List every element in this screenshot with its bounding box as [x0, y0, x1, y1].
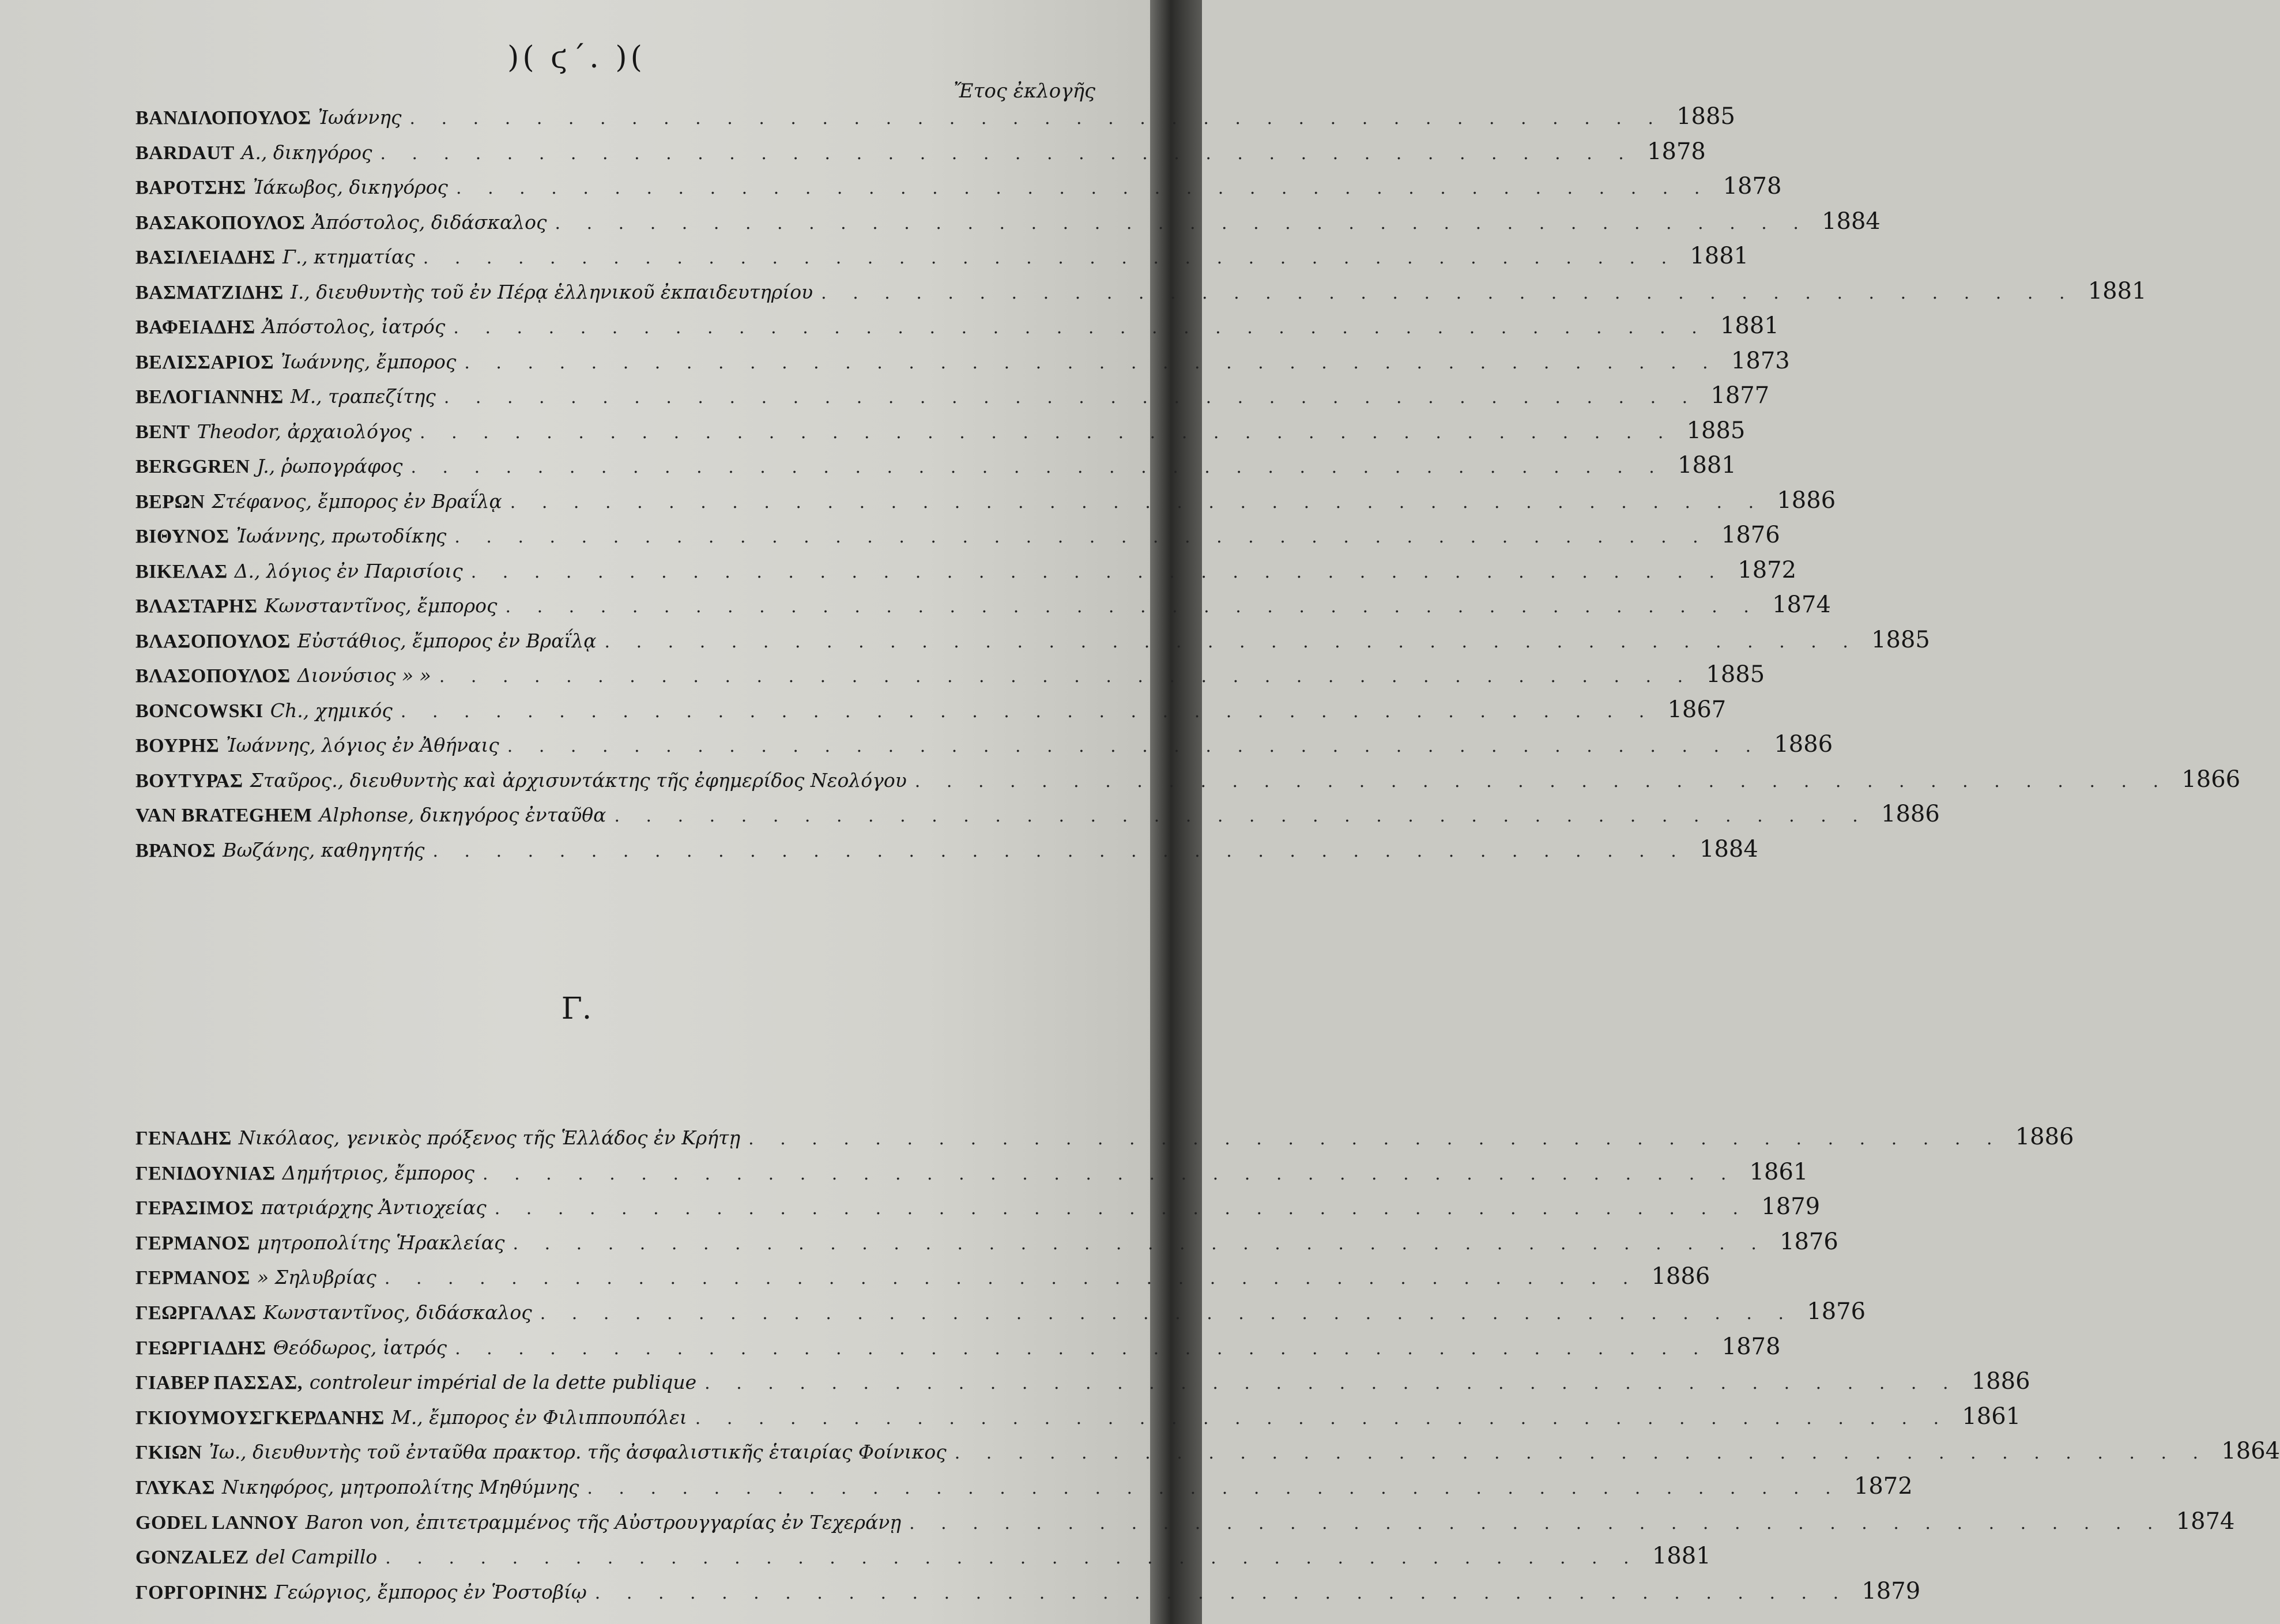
- election-year: 1872: [1738, 556, 1797, 583]
- member-surname: ΒΛΑΣΟΠΟΥΛΟΣ: [135, 665, 291, 687]
- dot-leader: . . . . . . . . . . . . . . . . . . . . . . . . . . . . . . . . . . . . . . . .: [483, 1163, 1737, 1184]
- member-description: Δημήτριος, ἔμπορος: [282, 1161, 475, 1184]
- member-description: μητροπολίτης Ἡρακλείας: [257, 1231, 505, 1254]
- member-description: Διονύσιος » »: [297, 664, 431, 687]
- list-item: [135, 553, 1797, 588]
- dot-leader: . . . . . . . . . . . . . . . . . . . . . . . . . . . . . . . . . . . . . . . .: [614, 806, 1868, 826]
- list-item: [135, 692, 1727, 728]
- election-year: 1873: [1731, 347, 1790, 374]
- list-item: [135, 1574, 1921, 1609]
- member-surname: BERGGREN: [135, 456, 250, 477]
- list-item: [135, 378, 1770, 413]
- list-item: [135, 762, 2241, 797]
- member-description: Baron von, ἐπιτετραμμένος τῆς Αὐστρουγγαρίας ἐν Τεχεράνῃ: [305, 1510, 902, 1533]
- list-item: [135, 1469, 1913, 1504]
- member-list-gamma: [135, 1120, 2280, 1608]
- member-description: J., ῥωπογράφος: [257, 455, 403, 477]
- member-surname: ΒΑΣΜΑΤΖΙΔΗΣ: [135, 281, 284, 303]
- election-year: 1881: [1678, 452, 1736, 478]
- dot-leader: . . . . . . . . . . . . . . . . . . . . . . . . . . . . . . . . . . . . . . . .: [443, 387, 1698, 408]
- member-surname: ΒΛΑΣΟΠΟΥΛΟΣ: [135, 630, 291, 652]
- member-description: del Campillo: [255, 1546, 378, 1569]
- member-surname: BONCOWSKI: [135, 700, 263, 722]
- list-item: [135, 1294, 1866, 1329]
- member-description: Σταῦρος., διευθυντὴς καὶ ἀρχισυντάκτης τῆς ἐφημερίδος Νεολόγου: [250, 768, 907, 792]
- member-surname: ΒΟΥΡΗΣ: [135, 735, 220, 756]
- dot-leader: . . . . . . . . . . . . . . . . . . . . . . . . . . . . . . . . . . . . . . . .: [909, 1513, 2164, 1533]
- list-item: [135, 344, 1790, 379]
- election-year: 1874: [1772, 591, 1831, 618]
- list-item: [135, 1399, 2021, 1434]
- member-surname: ΓΚΙΟΥΜΟΥΣΓΚΕΡΔΑΝΗΣ: [135, 1407, 385, 1429]
- member-surname: ΒΡΑΝΟΣ: [135, 839, 216, 861]
- list-item: [135, 1434, 2280, 1469]
- list-item: [135, 239, 1749, 274]
- dot-leader: . . . . . . . . . . . . . . . . . . . . . . . . . . . . . . . . . . . . . . . .: [914, 771, 2169, 792]
- member-description: Ἀπόστολος, διδάσκαλος: [312, 210, 547, 233]
- election-year: 1861: [1749, 1158, 1808, 1185]
- member-description: Νικόλαος, γενικὸς πρόξενος τῆς Ἑλλάδος ἐν Κρήτῃ: [238, 1126, 741, 1149]
- dot-leader: . . . . . . . . . . . . . . . . . . . . . . . . . . . . . . . . . . . . . . . .: [512, 1233, 1767, 1254]
- election-year: 1886: [2015, 1124, 2074, 1150]
- member-description: Ἰάκωβος, δικηγόρος: [253, 176, 449, 198]
- member-surname: ΓΕΡΜΑΝΟΣ: [135, 1267, 250, 1289]
- member-surname: ΒΙΚΕΛΑΣ: [135, 560, 228, 582]
- election-year: 1886: [1971, 1368, 2030, 1395]
- dot-leader: . . . . . . . . . . . . . . . . . . . . . . . . . . . . . . . . . . . . . . . .: [385, 1548, 1640, 1569]
- list-item: [135, 1120, 2074, 1155]
- election-year: 1872: [1853, 1472, 1913, 1499]
- member-surname: ΓΕΝΑΔΗΣ: [135, 1128, 232, 1149]
- member-surname: ΒΕΛΙΣΣΑΡΙΟΣ: [135, 351, 274, 373]
- dot-leader: . . . . . . . . . . . . . . . . . . . . . . . . . . . . . . . . . . . . . . . .: [453, 318, 1708, 338]
- list-item: [135, 1224, 1838, 1260]
- member-surname: ΓΕΡΑΣΙΜΟΣ: [135, 1197, 254, 1219]
- member-surname: ΓΕΩΡΓΑΛΑΣ: [135, 1302, 257, 1324]
- election-year: 1866: [2181, 766, 2241, 793]
- member-description: Ἰω., διευθυντὴς τοῦ ἐνταῦθα πρακτορ. τῆς ἀσφαλιστικῆς ἑταιρίας Φοίνικος: [209, 1441, 947, 1464]
- dot-leader: . . . . . . . . . . . . . . . . . . . . . . . . . . . . . . . . . . . . . . . .: [587, 1478, 1841, 1498]
- member-list-beta: [135, 99, 2241, 866]
- election-year: 1879: [1861, 1577, 1921, 1604]
- dot-leader: . . . . . . . . . . . . . . . . . . . . . . . . . . . . . . . . . . . . . . . .: [439, 666, 1694, 687]
- list-item: [135, 448, 1736, 483]
- list-item: [135, 169, 1782, 204]
- election-year: 1885: [1706, 661, 1765, 688]
- member-surname: ΒΟΥΤΥΡΑΣ: [135, 770, 243, 792]
- member-surname: ΓΟΡΓΟΡΙΝΗΣ: [135, 1581, 268, 1603]
- list-item: [135, 1364, 2030, 1399]
- list-item: [135, 657, 1765, 692]
- dot-leader: . . . . . . . . . . . . . . . . . . . . . . . . . . . . . . . . . . . . . . . .: [494, 1199, 1749, 1219]
- page-number-header: )( ϛ΄. )(: [507, 40, 646, 75]
- member-description: Δ., λόγιος ἐν Παρισίοις: [234, 559, 463, 582]
- dot-leader: . . . . . . . . . . . . . . . . . . . . . . . . . . . . . . . . . . . . . . . .: [420, 422, 1674, 443]
- list-item: [135, 1539, 1711, 1574]
- election-year: 1881: [1720, 312, 1779, 339]
- member-surname: GODEL LANNOY: [135, 1512, 299, 1533]
- member-surname: ΒΙΘΥΝΟΣ: [135, 526, 229, 547]
- list-item: [135, 727, 1833, 762]
- list-item: [135, 483, 1836, 518]
- member-description: Ἰωάννης, ἔμπορος: [281, 350, 457, 373]
- member-description: Ἰωάννης, πρωτοδίκης: [236, 525, 447, 547]
- election-year: 1881: [2087, 277, 2147, 304]
- list-item: [135, 1259, 1710, 1294]
- list-item: [135, 518, 1780, 553]
- member-surname: BARDAUT: [135, 142, 235, 164]
- dot-leader: . . . . . . . . . . . . . . . . . . . . . . . . . . . . . . . . . . . . . . . .: [410, 457, 1665, 477]
- list-item: [135, 204, 1880, 239]
- dot-leader: . . . . . . . . . . . . . . . . . . . . . . . . . . . . . . . . . . . . . . . .: [604, 631, 1859, 652]
- election-year: 1884: [1822, 208, 1880, 235]
- list-item: [135, 134, 1706, 169]
- member-description: Alphonse, δικηγόρος ἐνταῦθα: [319, 804, 606, 826]
- list-item: [135, 99, 1735, 134]
- member-description: Θεόδωρος, ἰατρός: [273, 1336, 447, 1359]
- member-surname: ΒΛΑΣΤΑΡΗΣ: [135, 596, 258, 617]
- dot-leader: . . . . . . . . . . . . . . . . . . . . . . . . . . . . . . . . . . . . . . . .: [432, 841, 1687, 861]
- list-item: [135, 413, 1746, 449]
- list-item: [135, 623, 1930, 658]
- election-year: 1885: [1676, 103, 1735, 130]
- election-year: 1885: [1871, 626, 1930, 653]
- dot-leader: . . . . . . . . . . . . . . . . . . . . . . . . . . . . . . . . . . . . . . . .: [380, 143, 1634, 164]
- election-year: 1886: [1881, 801, 1940, 827]
- dot-leader: . . . . . . . . . . . . . . . . . . . . . . . . . . . . . . . . . . . . . . . .: [454, 527, 1709, 547]
- dot-leader: . . . . . . . . . . . . . . . . . . . . . . . . . . . . . . . . . . . . . . . .: [821, 282, 2075, 303]
- election-year: 1878: [1721, 1333, 1781, 1360]
- election-year: 1878: [1647, 138, 1706, 165]
- member-description: Μ., τραπεζίτης: [290, 385, 436, 408]
- election-year: 1861: [1962, 1403, 2021, 1430]
- member-surname: ΒΑΡΟΤΣΗΣ: [135, 177, 247, 198]
- section-heading: Γ.: [561, 992, 592, 1026]
- member-surname: ΒΑΦΕΙΑΔΗΣ: [135, 316, 255, 338]
- member-surname: ΓΕΝΙΔΟΥΝΙΑΣ: [135, 1162, 276, 1184]
- list-item: [135, 308, 1779, 344]
- member-surname: ΓΚΙΩΝ: [135, 1442, 202, 1464]
- list-item: [135, 1504, 2235, 1539]
- dot-leader: . . . . . . . . . . . . . . . . . . . . . . . . . . . . . . . . . . . . . . . .: [456, 178, 1710, 198]
- dot-leader: . . . . . . . . . . . . . . . . . . . . . . . . . . . . . . . . . . . . . . . .: [695, 1408, 1950, 1429]
- member-surname: ΓΙΑΒΕΡ ΠΑΣΣΑΣ,: [135, 1372, 303, 1394]
- list-item: [135, 832, 1758, 867]
- list-item: [135, 797, 1940, 832]
- member-description: πατριάρχης Ἀντιοχείας: [261, 1196, 487, 1219]
- dot-leader: . . . . . . . . . . . . . . . . . . . . . . . . . . . . . . . . . . . . . . . .: [470, 562, 1725, 582]
- dot-leader: . . . . . . . . . . . . . . . . . . . . . . . . . . . . . . . . . . . . . . . .: [704, 1373, 1959, 1394]
- year-column-header: Ἔτος ἐκλογῆς: [954, 80, 1095, 103]
- member-description: Ch., χημικός: [270, 699, 393, 722]
- list-item: [135, 1155, 1808, 1190]
- dot-leader: . . . . . . . . . . . . . . . . . . . . . . . . . . . . . . . . . . . . . . . .: [540, 1303, 1795, 1324]
- member-description: Νικηφόρος, μητροπολίτης Μηθύμνης: [221, 1475, 579, 1498]
- member-surname: ΒΑΣΙΛΕΙΑΔΗΣ: [135, 247, 276, 268]
- dot-leader: . . . . . . . . . . . . . . . . . . . . . . . . . . . . . . . . . . . . . . . .: [954, 1443, 2209, 1464]
- dot-leader: . . . . . . . . . . . . . . . . . . . . . . . . . . . . . . . . . . . . . . . .: [510, 492, 1765, 513]
- election-year: 1876: [1721, 522, 1780, 548]
- member-description: Ἰωάννης, λόγιος ἐν Ἀθήναις: [226, 734, 499, 756]
- list-item: [135, 274, 2147, 309]
- election-year: 1886: [1774, 731, 1833, 758]
- member-surname: GONZALEZ: [135, 1547, 249, 1569]
- dot-leader: . . . . . . . . . . . . . . . . . . . . . . . . . . . . . . . . . . . . . . . .: [455, 1338, 1709, 1359]
- member-description: Ἀπόστολος, ἰατρός: [262, 315, 446, 338]
- election-year: 1876: [1807, 1298, 1866, 1325]
- member-description: Ἰωάννης: [318, 106, 402, 129]
- member-description: Κωνσταντῖνος, ἔμπορος: [264, 594, 498, 617]
- member-surname: ΒΕΡΩΝ: [135, 491, 205, 513]
- election-year: 1876: [1780, 1228, 1838, 1255]
- member-surname: ΓΛΥΚΑΣ: [135, 1476, 215, 1498]
- member-surname: ΓΕΡΜΑΝΟΣ: [135, 1232, 250, 1254]
- member-description: Μ., ἔμπορος ἐν Φιλιππουπόλει: [391, 1406, 687, 1429]
- election-year: 1867: [1667, 696, 1727, 723]
- election-year: 1874: [2176, 1508, 2235, 1535]
- dot-leader: . . . . . . . . . . . . . . . . . . . . . . . . . . . . . . . . . . . . . . . .: [505, 597, 1759, 617]
- election-year: 1864: [2221, 1438, 2280, 1465]
- member-description: Γεώργιος, ἔμπορος ἐν Ῥοστοβίῳ: [274, 1580, 587, 1603]
- member-surname: VAN BRATEGHEM: [135, 805, 312, 826]
- election-year: 1878: [1723, 173, 1782, 199]
- dot-leader: . . . . . . . . . . . . . . . . . . . . . . . . . . . . . . . . . . . . . . . .: [400, 701, 1655, 722]
- dot-leader: . . . . . . . . . . . . . . . . . . . . . . . . . . . . . . . . . . . . . . . .: [748, 1129, 2003, 1149]
- dot-leader: . . . . . . . . . . . . . . . . . . . . . . . . . . . . . . . . . . . . . . . .: [409, 108, 1664, 129]
- election-year: 1879: [1761, 1193, 1821, 1220]
- list-item: [135, 1329, 1781, 1365]
- member-description: controleur impérial de la dette publique: [309, 1371, 697, 1394]
- member-surname: ΒΑΝΔΙΛΟΠΟΥΛΟΣ: [135, 107, 311, 129]
- member-description: Βωζάνης, καθηγητής: [223, 838, 425, 861]
- member-description: Γ., κτηματίας: [282, 246, 415, 268]
- member-surname: ΒΑΣΑΚΟΠΟΥΛΟΣ: [135, 212, 306, 233]
- dot-leader: . . . . . . . . . . . . . . . . . . . . . . . . . . . . . . . . . . . . . . . .: [507, 736, 1762, 756]
- dot-leader: . . . . . . . . . . . . . . . . . . . . . . . . . . . . . . . . . . . . . . . .: [423, 248, 1678, 268]
- election-year: 1881: [1652, 1543, 1711, 1570]
- election-year: 1886: [1651, 1263, 1710, 1290]
- member-description: Κωνσταντῖνος, διδάσκαλος: [263, 1301, 532, 1324]
- list-item: [135, 1189, 1821, 1224]
- member-description: Εὐστάθιος, ἔμπορος ἐν Βραΐλᾳ: [297, 629, 597, 652]
- member-surname: BENT: [135, 421, 190, 443]
- member-description: I., διευθυντὴς τοῦ ἐν Πέρᾳ ἑλληνικοῦ ἐκπαιδευτηρίου: [290, 280, 813, 303]
- dot-leader: . . . . . . . . . . . . . . . . . . . . . . . . . . . . . . . . . . . . . . . .: [464, 352, 1719, 373]
- member-description: Στέφανος, ἔμπορος ἐν Βραΐλᾳ: [212, 489, 502, 513]
- list-item: [135, 587, 1831, 623]
- member-surname: ΓΕΩΡΓΙΑΔΗΣ: [135, 1337, 266, 1359]
- member-surname: ΒΕΛΟΓΙΑΝΝΗΣ: [135, 386, 284, 408]
- dot-leader: . . . . . . . . . . . . . . . . . . . . . . . . . . . . . . . . . . . . . . . .: [594, 1582, 1849, 1603]
- election-year: 1877: [1710, 382, 1770, 409]
- member-description: » Σηλυβρίας: [257, 1266, 376, 1289]
- election-year: 1885: [1686, 417, 1746, 444]
- election-year: 1886: [1777, 487, 1836, 514]
- election-year: 1884: [1699, 835, 1758, 862]
- election-year: 1881: [1690, 243, 1749, 269]
- dot-leader: . . . . . . . . . . . . . . . . . . . . . . . . . . . . . . . . . . . . . . . .: [384, 1268, 1639, 1289]
- member-description: Theodor, ἀρχαιολόγος: [197, 420, 412, 443]
- member-description: A., δικηγόρος: [241, 141, 372, 164]
- dot-leader: . . . . . . . . . . . . . . . . . . . . . . . . . . . . . . . . . . . . . . . .: [555, 213, 1809, 233]
